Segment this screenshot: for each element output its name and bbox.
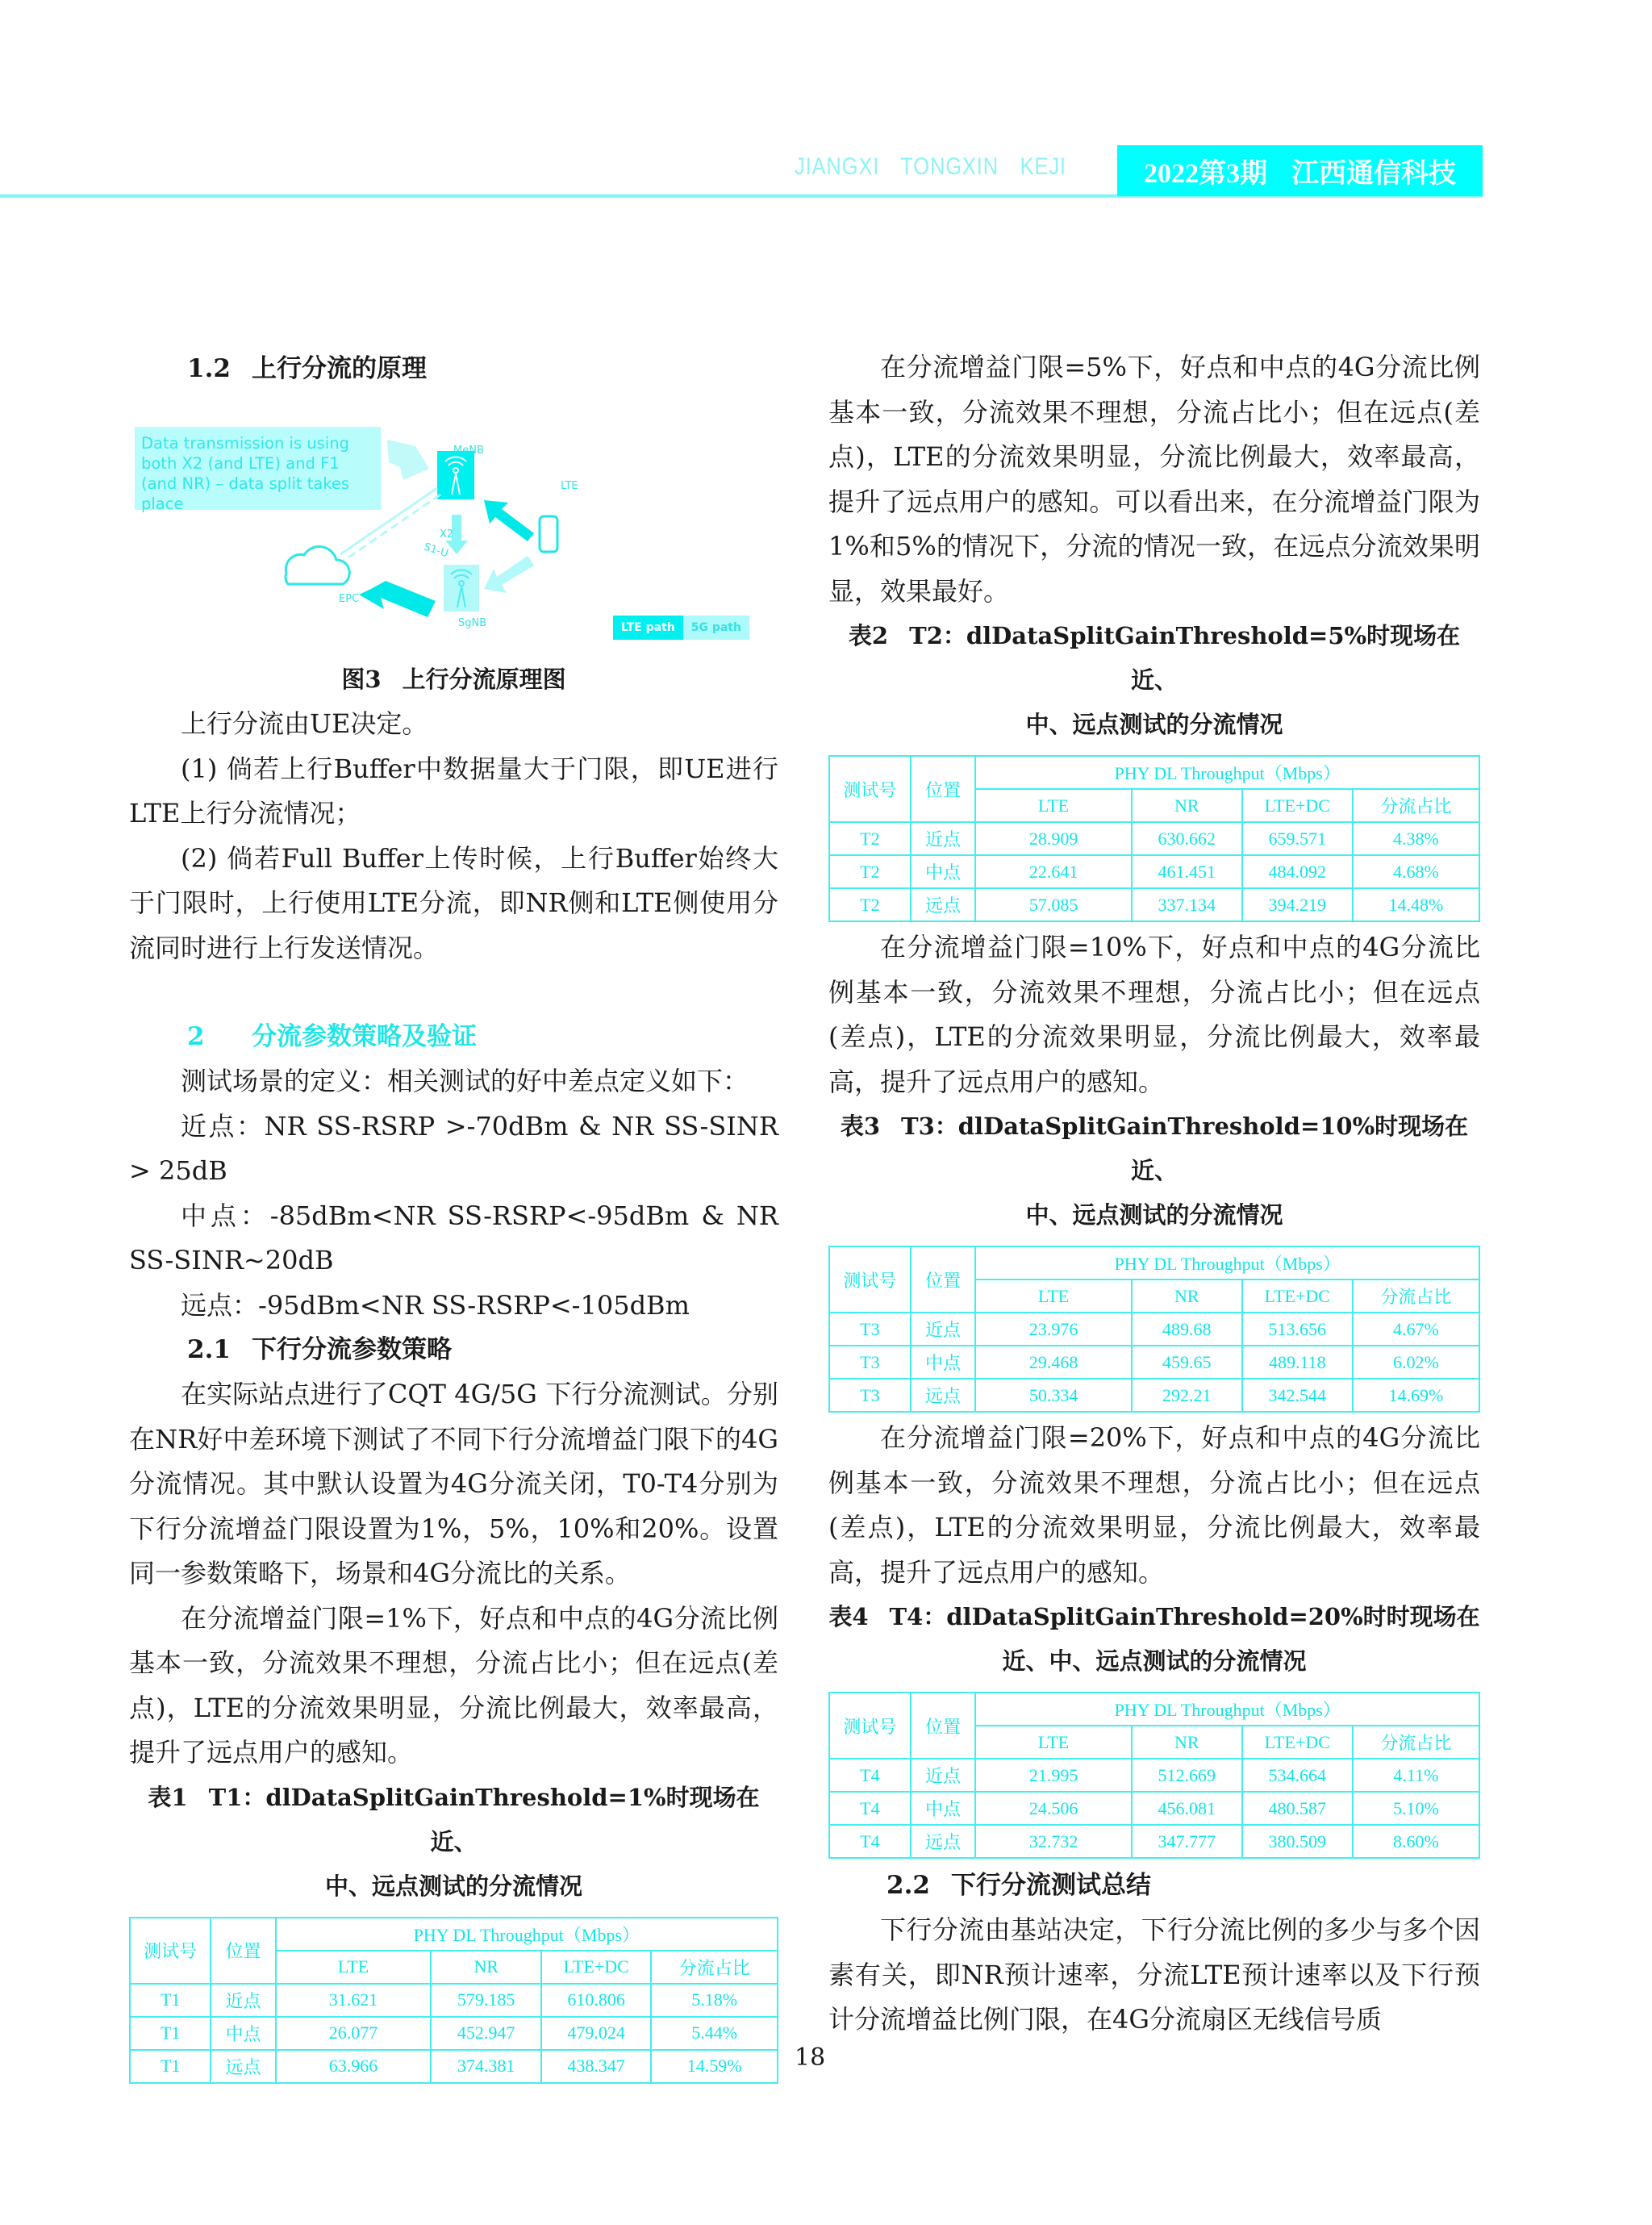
cell-position: 远点 (911, 1825, 976, 1858)
cell-nr: 630.662 (1132, 822, 1242, 855)
paragraph: (1) 倘若上行Buffer中数据量大于门限，即UE进行LTE上行分流情况； (129, 753, 778, 829)
col-header-nr: NR (431, 1951, 541, 1984)
cell-lte-dc: 659.571 (1242, 822, 1353, 855)
col-header-throughput: PHY DL Throughput（Mbps） (276, 1918, 778, 1951)
table-header-row (130, 1918, 778, 1951)
col-header-lte-dc: LTE+DC (1242, 789, 1353, 822)
cell-split-ratio: 14.69% (1353, 1379, 1479, 1412)
paragraph: 测试场景的定义：相关测试的好中差点定义如下： (181, 1066, 749, 1096)
data-table (828, 755, 1480, 922)
legend-5g-path: 5G path (683, 616, 749, 640)
col-header-nr: NR (1132, 789, 1242, 822)
figure-3-diagram (129, 415, 778, 649)
section-title: 分流参数策略及验证 (252, 1022, 477, 1051)
col-header-position: 位置 (911, 756, 976, 822)
col-header-split-ratio: 分流占比 (1353, 789, 1479, 822)
cell-test-no: T1 (130, 2050, 211, 2083)
cell-nr: 452.947 (431, 2017, 541, 2050)
table-caption (828, 614, 1480, 703)
section-heading-2-2 (828, 1864, 1480, 1908)
cell-test-no: T1 (130, 1984, 211, 2017)
cell-split-ratio: 5.44% (651, 2017, 778, 2050)
table-caption (828, 1595, 1480, 1639)
table-label: 表4 (828, 1603, 869, 1630)
left-column (129, 347, 778, 2087)
cell-lte-dc: 438.347 (541, 2050, 652, 2083)
cell-test-no: T4 (829, 1825, 911, 1858)
cell-nr: 337.134 (1132, 888, 1242, 921)
table-header-row (829, 756, 1479, 789)
cell-split-ratio: 8.60% (1353, 1825, 1479, 1858)
cell-nr: 292.21 (1132, 1379, 1242, 1412)
journal-name-pinyin: JIANGXI TONGXIN KEJI (795, 153, 1066, 180)
col-header-lte: LTE (975, 789, 1131, 822)
table-3-block (828, 1104, 1480, 1413)
epc-label: EPC (339, 593, 360, 605)
section-heading-2 (129, 1015, 778, 1059)
table-caption-line2: 中、远点测试的分流情况 (1025, 1201, 1283, 1229)
col-header-test-no: 测试号 (829, 1246, 911, 1313)
cell-position: 远点 (911, 1379, 976, 1412)
col-header-position: 位置 (211, 1918, 275, 1984)
lte-label: LTE (561, 480, 578, 492)
data-table (828, 1246, 1480, 1413)
cell-nr: 459.65 (1132, 1346, 1242, 1379)
cell-lte: 31.621 (276, 1984, 432, 2017)
cell-lte: 57.085 (975, 888, 1131, 921)
cell-test-no: T1 (130, 2017, 211, 2050)
paragraph: 在分流增益门限=20%下，好点和中点的4G分流比例基本一致，分流效果不理想，分流占比小；但在远点(差点)，LTE的分流效果明显，分流比例最大，效率最高，提升了远点用户的感知。 (828, 1422, 1480, 1588)
cell-test-no: T2 (829, 822, 911, 855)
table-caption (129, 1776, 778, 1864)
data-table (129, 1917, 778, 2084)
table-row (829, 888, 1479, 921)
cell-position: 近点 (911, 1313, 976, 1346)
figure-note-box: Data transmission is using both X2 (and LTE) and F1 (and NR) – data split takes place (135, 427, 381, 510)
issue-banner (1117, 145, 1483, 196)
cell-lte-dc: 479.024 (541, 2017, 652, 2050)
section-number: 1.2 (187, 354, 231, 383)
col-header-lte: LTE (975, 1726, 1131, 1759)
table-row (829, 1792, 1479, 1825)
cell-split-ratio: 14.48% (1353, 888, 1479, 921)
cell-nr: 579.185 (431, 1984, 541, 2017)
section-heading-1-2 (129, 347, 778, 391)
cell-nr: 461.451 (1132, 855, 1242, 888)
table-row (829, 1825, 1479, 1858)
paragraph: 在分流增益门限=10%下，好点和中点的4G分流比例基本一致，分流效果不理想，分流占比小；但在远点(差点)，LTE的分流效果明显，分流比例最大，效率最高，提升了远点用户的感知。 (828, 932, 1480, 1097)
col-header-nr: NR (1132, 1279, 1242, 1313)
table-caption-line2: 近、中、远点测试的分流情况 (1002, 1647, 1307, 1675)
cell-lte: 22.641 (975, 855, 1131, 888)
cell-lte-dc: 394.219 (1242, 888, 1353, 921)
col-header-lte: LTE (975, 1279, 1131, 1313)
table-row (829, 822, 1479, 855)
cell-lte: 29.468 (975, 1346, 1131, 1379)
paragraph: 在分流增益门限=1%下，好点和中点的4G分流比例基本一致，分流效果不理想，分流占比小；但在远点(差点)，LTE的分流效果明显，分流比例最大，效率最高，提升了远点用户的感知。 (129, 1602, 778, 1768)
col-header-lte: LTE (276, 1951, 432, 1984)
table-caption (828, 1104, 1480, 1193)
table-1-block (129, 1776, 778, 2084)
right-column (828, 345, 1480, 2043)
epc-cloud-icon (286, 547, 349, 584)
cell-position: 中点 (911, 855, 976, 888)
cell-position: 近点 (211, 1984, 275, 2017)
col-header-lte-dc: LTE+DC (1242, 1726, 1353, 1759)
cell-position: 中点 (211, 2017, 275, 2050)
cell-test-no: T3 (829, 1379, 911, 1412)
cell-lte: 23.976 (975, 1313, 1131, 1346)
section-number: 2.2 (886, 1871, 930, 1900)
figure-label: 图3 (341, 666, 382, 693)
figure-title: 上行分流原理图 (402, 666, 566, 693)
cell-lte: 32.732 (975, 1825, 1131, 1858)
cell-test-no: T2 (829, 855, 911, 888)
section-heading-2-1 (129, 1328, 778, 1372)
table-title-line1: T2：dlDataSplitGainThreshold=5%时现场在近、 (909, 622, 1461, 694)
cell-lte: 50.334 (975, 1379, 1131, 1412)
table-caption-line2: 中、远点测试的分流情况 (324, 1872, 582, 1900)
table-title-line1: T3：dlDataSplitGainThreshold=10%时现场在近、 (901, 1112, 1469, 1184)
table-row (829, 1346, 1479, 1379)
col-header-position: 位置 (911, 1693, 976, 1759)
table-row (130, 1984, 778, 2017)
table-label: 表1 (148, 1783, 188, 1811)
cell-position: 远点 (911, 888, 976, 921)
table-label: 表3 (840, 1112, 881, 1140)
col-header-test-no: 测试号 (829, 1693, 911, 1759)
paragraph: (2) 倘若Full Buffer上传时候，上行Buffer始终大于门限时，上行使用LTE分流，即NR侧和LTE侧使用分流同时进行上行发送情况。 (129, 842, 778, 963)
table-row (829, 1759, 1479, 1792)
figure-caption (129, 657, 778, 702)
col-header-split-ratio: 分流占比 (1353, 1279, 1479, 1313)
cell-nr: 374.381 (431, 2050, 541, 2083)
section-number: 2 (187, 1022, 205, 1051)
arrow-icon (387, 440, 429, 480)
section-title: 上行分流的原理 (252, 354, 427, 383)
cell-lte: 63.966 (276, 2050, 432, 2083)
cell-lte-dc: 534.664 (1242, 1759, 1353, 1792)
cell-lte: 26.077 (276, 2017, 432, 2050)
table-caption-line2: 中、远点测试的分流情况 (1025, 711, 1283, 738)
table-title-line1: T4：dlDataSplitGainThreshold=20%时时现场在 (889, 1603, 1480, 1630)
table-4-block (828, 1595, 1480, 1859)
section-title: 下行分流参数策略 (252, 1335, 452, 1364)
cell-lte-dc: 342.544 (1242, 1379, 1353, 1412)
col-header-test-no: 测试号 (829, 756, 911, 822)
definition-far: 远点：-95dBm<NR SS-RSRP<-105dBm (181, 1289, 690, 1321)
table-header-row (829, 1246, 1479, 1279)
legend-lte-path: LTE path (613, 616, 683, 640)
col-header-throughput: PHY DL Throughput（Mbps） (975, 1246, 1479, 1279)
col-header-throughput: PHY DL Throughput（Mbps） (975, 756, 1479, 789)
cell-nr: 456.081 (1132, 1792, 1242, 1825)
cell-test-no: T4 (829, 1759, 911, 1792)
col-header-position: 位置 (911, 1246, 976, 1313)
cell-lte-dc: 513.656 (1242, 1313, 1353, 1346)
cell-split-ratio: 5.18% (651, 1984, 778, 2017)
table-row (829, 1313, 1479, 1346)
cell-lte-dc: 484.092 (1242, 855, 1353, 888)
phone-icon (540, 516, 557, 552)
table-header-row (829, 1693, 1479, 1726)
table-label: 表2 (848, 622, 889, 649)
cell-lte-dc: 489.118 (1242, 1346, 1353, 1379)
col-header-nr: NR (1132, 1726, 1242, 1759)
cell-split-ratio: 4.11% (1353, 1759, 1479, 1792)
5g-arrow-icon (484, 556, 534, 593)
paragraph: 在实际站点进行了CQT 4G/5G 下行分流测试。分别在NR好中差环境下测试了不同下行分流增益门限下的4G分流情况。其中默认设置为4G分流关闭，T0-T4分别为下行分流增益门限设置为1%，5%，10%和20%。设置同一参数策略下，场景和4G分流比的关系。 (129, 1379, 778, 1588)
cell-nr: 489.68 (1132, 1313, 1242, 1346)
col-header-throughput: PHY DL Throughput（Mbps） (975, 1693, 1479, 1726)
col-header-split-ratio: 分流占比 (651, 1951, 778, 1984)
table-row (829, 1379, 1479, 1412)
cell-split-ratio: 4.68% (1353, 855, 1479, 888)
journal-name-cn: 江西通信科技 (1291, 159, 1456, 189)
paragraph: 上行分流由UE决定。 (181, 708, 428, 739)
col-header-split-ratio: 分流占比 (1353, 1726, 1479, 1759)
page-number: 18 (795, 2043, 826, 2072)
cell-lte-dc: 380.509 (1242, 1825, 1353, 1858)
cell-lte-dc: 610.806 (541, 1984, 652, 2017)
paragraph: 下行分流由基站决定，下行分流比例的多少与多个因素有关，即NR预计速率，分流LTE预计速率以及下行预计分流增益比例门限，在4G分流扇区无线信号质 (828, 1914, 1480, 2035)
table-row (130, 2017, 778, 2050)
figure-legend (613, 616, 749, 640)
s1u-label: S1-U (422, 541, 450, 561)
cell-test-no: T2 (829, 888, 911, 921)
lte-arrow-icon (484, 500, 534, 541)
col-header-test-no: 测试号 (130, 1918, 211, 1984)
table-2-block (828, 614, 1480, 922)
cell-nr: 512.669 (1132, 1759, 1242, 1792)
table-row (130, 2050, 778, 2083)
cell-split-ratio: 5.10% (1353, 1792, 1479, 1825)
table-title-line1: T1：dlDataSplitGainThreshold=1%时现场在近、 (208, 1783, 760, 1856)
section-title: 下行分流测试总结 (951, 1871, 1151, 1900)
section-number: 2.1 (187, 1335, 231, 1364)
s1u-arrow-icon (359, 581, 436, 617)
menb-label: MeNB (453, 445, 484, 457)
cell-position: 近点 (911, 822, 976, 855)
issue-number: 2022第3期 (1144, 159, 1267, 189)
sgnb-label: SgNB (458, 617, 487, 629)
cell-position: 近点 (911, 1759, 976, 1792)
cell-nr: 347.777 (1132, 1825, 1242, 1858)
table-row (829, 855, 1479, 888)
cell-lte: 21.995 (975, 1759, 1131, 1792)
cell-split-ratio: 4.67% (1353, 1313, 1479, 1346)
col-header-lte-dc: LTE+DC (1242, 1279, 1353, 1313)
cell-lte: 28.909 (975, 822, 1131, 855)
cell-test-no: T4 (829, 1792, 911, 1825)
x2-label: X2 (440, 528, 454, 541)
cell-position: 远点 (211, 2050, 275, 2083)
cell-split-ratio: 14.59% (651, 2050, 778, 2083)
cell-lte: 24.506 (975, 1792, 1131, 1825)
definition-near: 近点：NR SS-RSRP >-70dBm & NR SS-SINR > 25dB (129, 1110, 778, 1186)
cell-position: 中点 (911, 1346, 976, 1379)
definition-mid: 中点：-85dBm<NR SS-RSRP<-95dBm & NR SS-SINR~20dB (129, 1200, 778, 1275)
cell-test-no: T3 (829, 1346, 911, 1379)
data-table (828, 1692, 1480, 1859)
cell-split-ratio: 6.02% (1353, 1346, 1479, 1379)
cell-lte-dc: 480.587 (1242, 1792, 1353, 1825)
paragraph: 在分流增益门限=5%下，好点和中点的4G分流比例基本一致，分流效果不理想，分流占比小；但在远点(差点)，LTE的分流效果明显，分流比例最大，效率最高，提升了远点用户的感知。可以看出来，在分流增益门限为1%和5%的情况下，分流的情况一致，在远点分流效果明显，效果最好。 (828, 352, 1480, 607)
cell-split-ratio: 4.38% (1353, 822, 1479, 855)
col-header-lte-dc: LTE+DC (541, 1951, 652, 1984)
cell-position: 中点 (911, 1792, 976, 1825)
cell-test-no: T3 (829, 1313, 911, 1346)
